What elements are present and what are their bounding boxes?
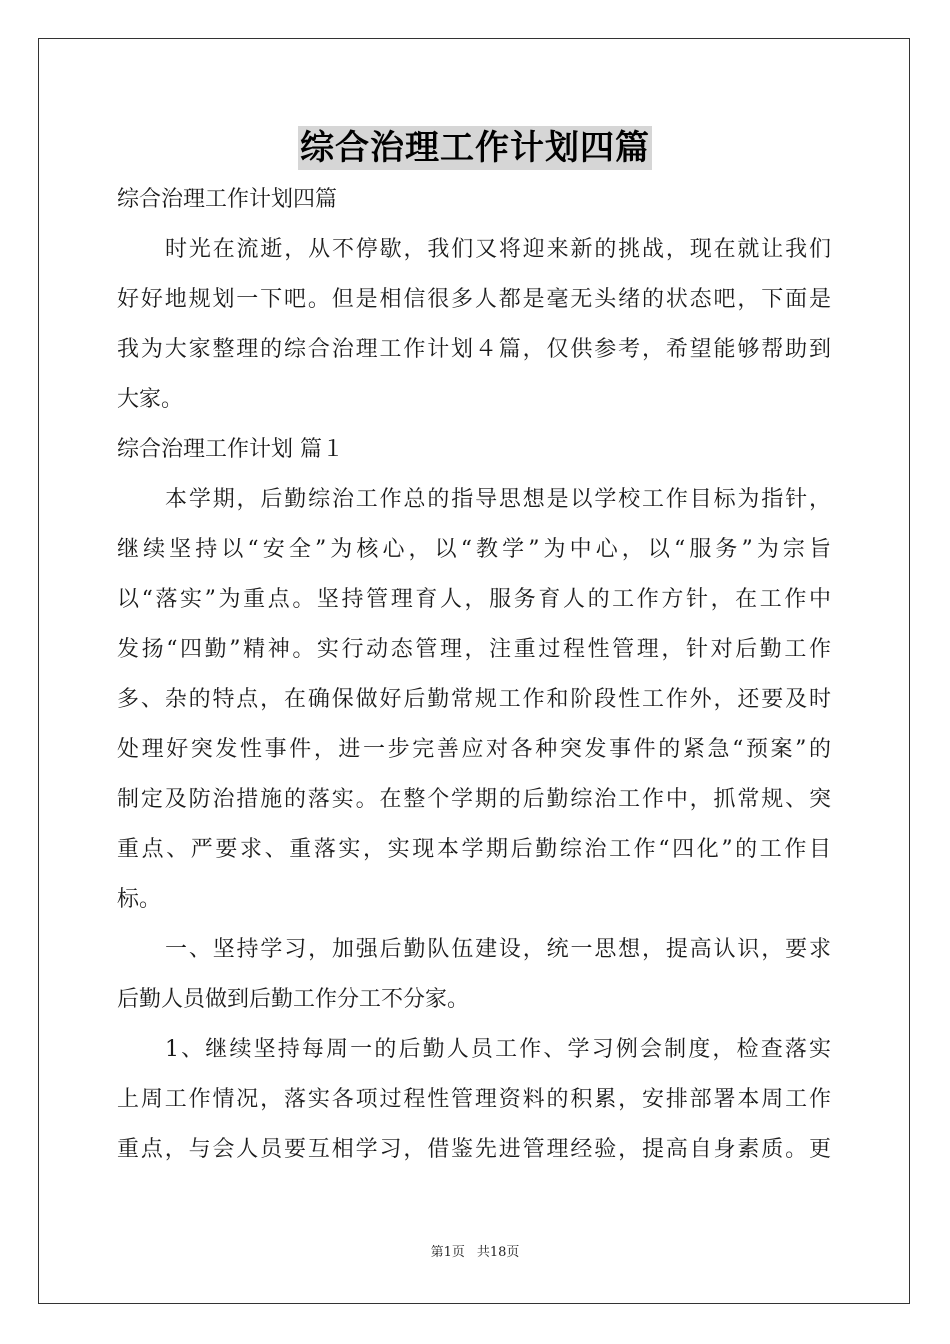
paragraph-line: 重点、严要求、重落实，实现本学期后勤综治工作“四化”的工作目 (117, 837, 831, 862)
paragraph-line: 一、坚持学习，加强后勤队伍建设，统一思想，提高认识，要求 (165, 937, 831, 962)
paragraph-line: 标。 (117, 887, 162, 912)
paragraph-line: 重点，与会人员要互相学习，借鉴先进管理经验，提高自身素质。更 (117, 1137, 831, 1162)
paragraph-line: 以“落实”为重点。坚持管理育人，服务育人的工作方针，在工作中 (117, 587, 831, 612)
title-container (0, 126, 950, 170)
paragraph-line: 我为大家整理的综合治理工作计划４篇，仅供参考，希望能够帮助到 (117, 337, 831, 362)
paragraph-line: 继续坚持以“安全”为核心，以“教学”为中心，以“服务”为宗旨 (117, 537, 831, 562)
paragraph-line: 本学期，后勤综治工作总的指导思想是以学校工作目标为指针， (165, 487, 831, 512)
paragraph-line: 好好地规划一下吧。但是相信很多人都是毫无头绪的状态吧，下面是 (117, 287, 831, 312)
page-number: 第1页 (430, 1245, 465, 1260)
section-heading: 综合治理工作计划 篇１ (117, 437, 344, 462)
paragraph-line: 制定及防治措施的落实。在整个学期的后勤综治工作中，抓常规、突 (117, 787, 831, 812)
page-footer (0, 1244, 950, 1262)
paragraph-line: 大家。 (117, 387, 184, 412)
paragraph-line: 上周工作情况，落实各项过程性管理资料的积累，安排部署本周工作 (117, 1087, 831, 1112)
page-border (38, 38, 910, 1304)
paragraph-line: 后勤人员做到后勤工作分工不分家。 (117, 987, 470, 1012)
document-title: 综合治理工作计划四篇 (300, 128, 650, 168)
paragraph-line: 发扬“四勤”精神。实行动态管理，注重过程性管理，针对后勤工作 (117, 637, 831, 662)
subtitle-line: 综合治理工作计划四篇 (117, 187, 338, 212)
paragraph-line: 时光在流逝，从不停歇，我们又将迎来新的挑战，现在就让我们 (165, 237, 831, 262)
paragraph-line: 处理好突发性事件，进一步完善应对各种突发事件的紧急“预案”的 (117, 737, 831, 762)
paragraph-line: 1、继续坚持每周一的后勤人员工作、学习例会制度，检查落实 (165, 1037, 831, 1062)
paragraph-line: 多、杂的特点，在确保做好后勤常规工作和阶段性工作外，还要及时 (117, 687, 831, 712)
page-total: 共18页 (476, 1245, 520, 1260)
